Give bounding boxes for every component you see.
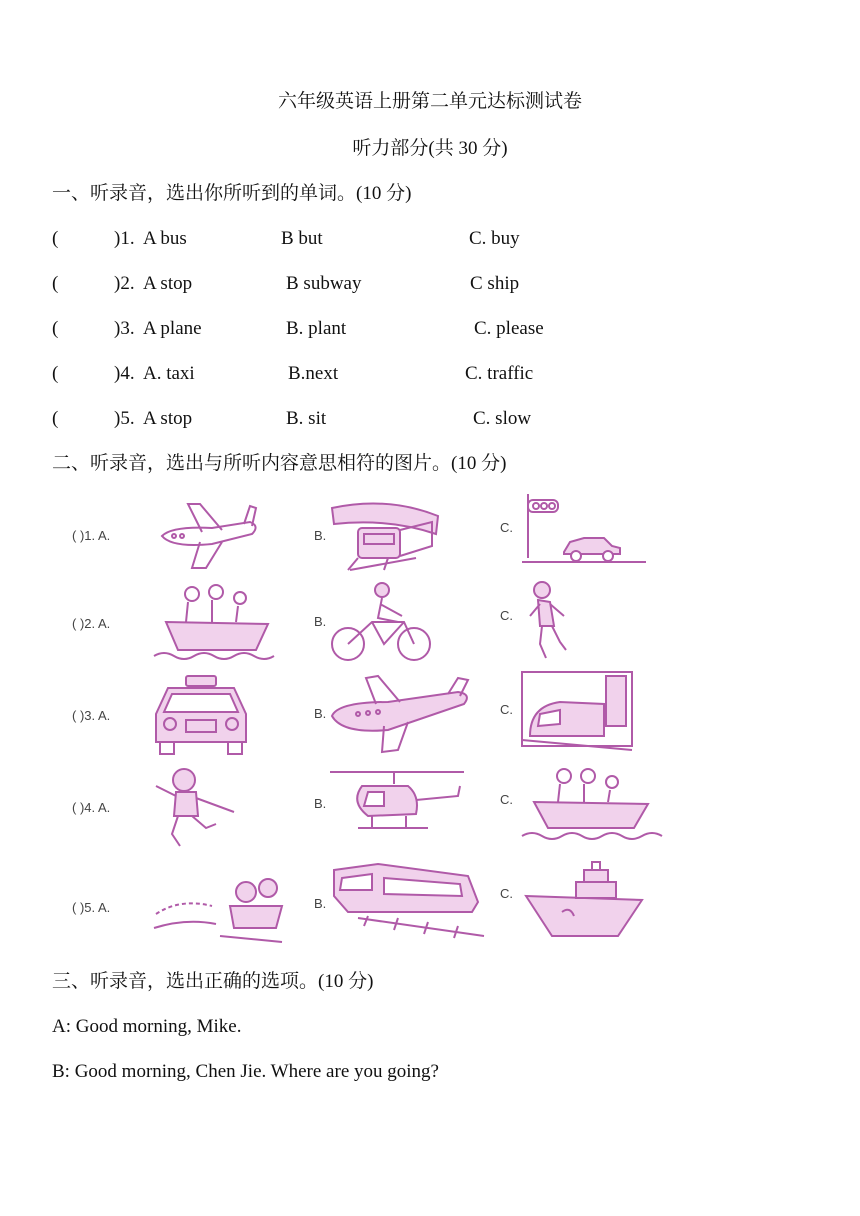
boat-icon[interactable] bbox=[520, 764, 664, 844]
option-c-label: C. bbox=[500, 608, 513, 623]
picture-row-1 bbox=[52, 488, 664, 580]
answer-bracket[interactable]: ( bbox=[52, 408, 59, 429]
option-b-label: B. bbox=[314, 796, 327, 811]
answer-bracket[interactable]: ( bbox=[52, 273, 59, 294]
option-c: C. buy bbox=[469, 228, 520, 249]
traffic-light-car-icon[interactable] bbox=[520, 488, 650, 572]
option-a: A bus bbox=[143, 228, 187, 249]
picture-grid bbox=[52, 482, 664, 958]
question-number: )4. bbox=[114, 363, 135, 384]
sleigh-icon[interactable] bbox=[150, 858, 286, 948]
jumping-boy-icon[interactable] bbox=[150, 764, 240, 850]
dialogue-line: A: Good morning, Mike. bbox=[52, 1016, 242, 1037]
taxi-icon[interactable] bbox=[150, 674, 254, 758]
option-c-label: C. bbox=[500, 792, 513, 807]
option-a: A stop bbox=[143, 408, 193, 429]
row-number: ( )5. A. bbox=[72, 900, 111, 915]
option-b: B. sit bbox=[286, 408, 327, 429]
page-subtitle: 听力部分(共 30 分) bbox=[352, 138, 508, 159]
picture-row-4 bbox=[52, 764, 664, 856]
option-c-label: C. bbox=[500, 702, 513, 717]
page-title: 六年级英语上册第二单元达标测试卷 bbox=[277, 91, 582, 112]
picture-row-2 bbox=[52, 580, 664, 672]
subway-icon[interactable] bbox=[520, 670, 634, 756]
option-b: B subway bbox=[286, 273, 362, 294]
answer-bracket[interactable]: ( bbox=[52, 363, 59, 384]
option-b: B but bbox=[281, 228, 323, 249]
bicycle-icon[interactable] bbox=[328, 582, 440, 664]
boat-icon[interactable] bbox=[152, 580, 282, 664]
option-b-label: B. bbox=[314, 528, 327, 543]
ship-icon[interactable] bbox=[522, 860, 646, 940]
picture-row-3 bbox=[52, 670, 664, 762]
option-b-label: B. bbox=[314, 614, 327, 629]
row-number: ( )3. A. bbox=[72, 708, 111, 723]
question-number: )3. bbox=[114, 318, 135, 339]
option-c: C. traffic bbox=[465, 363, 534, 384]
question-number: )5. bbox=[114, 408, 135, 429]
option-b-label: B. bbox=[314, 706, 327, 721]
helicopter-icon[interactable] bbox=[328, 766, 468, 846]
option-c: C ship bbox=[470, 273, 520, 294]
section1-heading: 一、听录音，选出你所听到的单词。(10 分) bbox=[52, 183, 412, 204]
airplane-icon[interactable] bbox=[152, 492, 264, 574]
question-number: )1. bbox=[114, 228, 135, 249]
picture-row-5 bbox=[52, 856, 664, 948]
row-number: ( )2. A. bbox=[72, 616, 111, 631]
row-number: ( )1. A. bbox=[72, 528, 111, 543]
option-c: C. please bbox=[474, 318, 544, 339]
row-number: ( )4. A. bbox=[72, 800, 111, 815]
section3-heading: 三、听录音，选出正确的选项。(10 分) bbox=[52, 971, 374, 992]
train-icon[interactable] bbox=[328, 494, 444, 574]
option-a: A. taxi bbox=[143, 363, 195, 384]
dialogue-line: B: Good morning, Chen Jie. Where are you going? bbox=[52, 1061, 439, 1082]
option-c-label: C. bbox=[500, 886, 513, 901]
answer-bracket[interactable]: ( bbox=[52, 318, 59, 339]
plane-icon[interactable] bbox=[328, 672, 476, 756]
option-c-label: C. bbox=[500, 520, 513, 535]
option-a: A plane bbox=[143, 318, 202, 339]
option-c: C. slow bbox=[473, 408, 532, 429]
section2-heading: 二、听录音，选出与所听内容意思相符的图片。(10 分) bbox=[52, 453, 507, 474]
answer-bracket[interactable]: ( bbox=[52, 228, 59, 249]
option-b-label: B. bbox=[314, 896, 327, 911]
train-icon[interactable] bbox=[328, 856, 488, 946]
option-b: B. plant bbox=[286, 318, 347, 339]
option-a: A stop bbox=[143, 273, 193, 294]
question-number: )2. bbox=[114, 273, 135, 294]
walking-boy-icon[interactable] bbox=[520, 580, 590, 662]
option-b: B.next bbox=[288, 363, 339, 384]
